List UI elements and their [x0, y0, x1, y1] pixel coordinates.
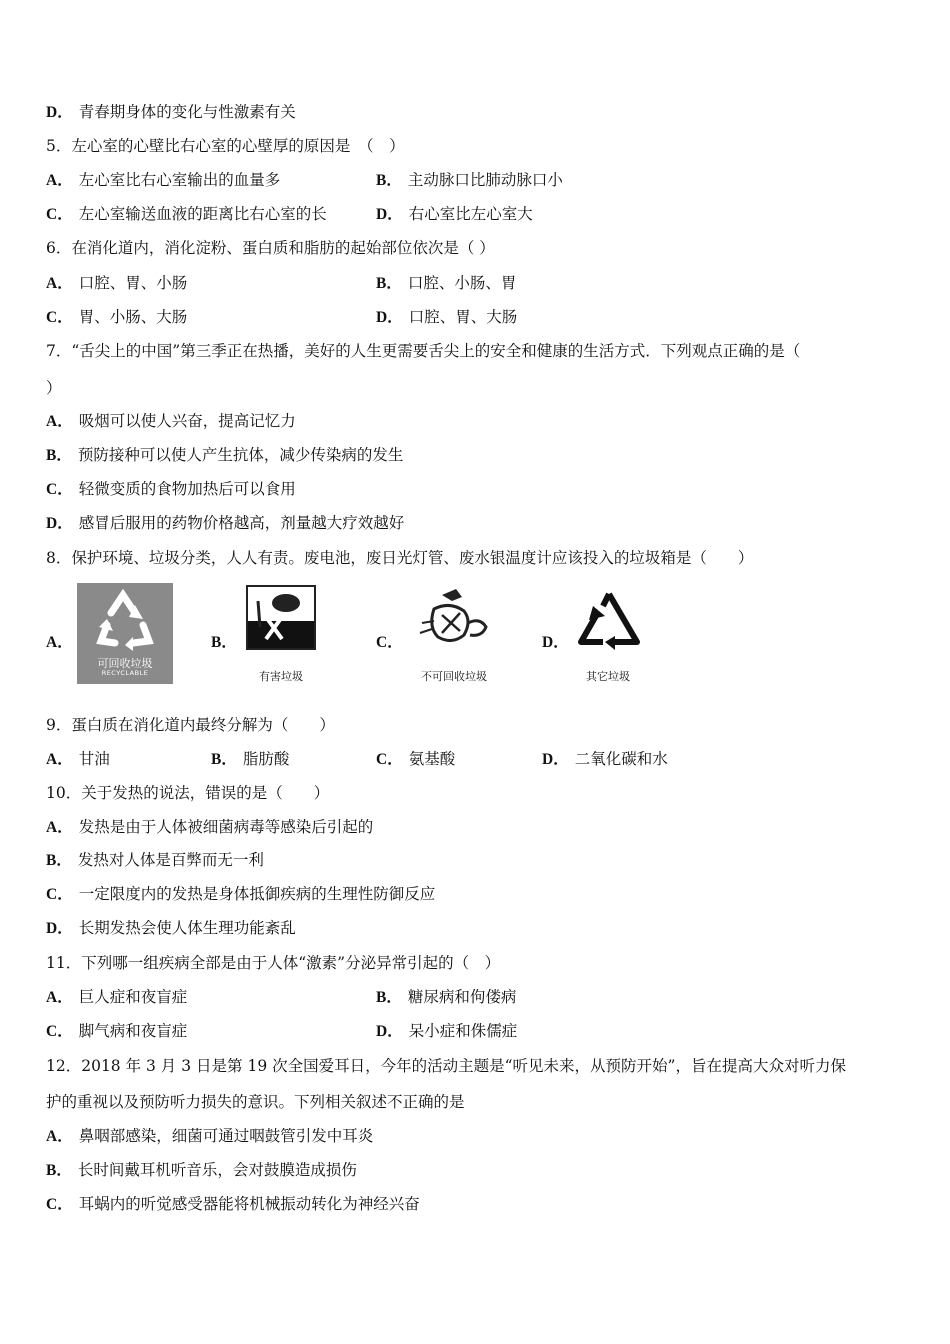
q8-option-c-label: C． [376, 634, 403, 651]
option-label: D． [376, 206, 403, 223]
hazardous-icon [248, 587, 314, 648]
other-waste-icon [575, 590, 643, 652]
option-label: C． [46, 309, 73, 326]
q7-option-d [46, 513, 404, 534]
option-text: 青春期身体的变化与性激素有关 [78, 103, 296, 121]
q10-option-b [46, 850, 264, 871]
option-label: A． [46, 413, 73, 430]
option-label: B． [376, 989, 402, 1006]
q9-option-a [46, 749, 110, 770]
option-text: 甘油 [78, 750, 110, 768]
q12-option-a [46, 1126, 373, 1147]
option-label: A． [46, 751, 73, 768]
option-text: 脚气病和夜盲症 [78, 1022, 188, 1040]
option-text: 预防接种可以使人产生抗体，减少传染病的发生 [77, 446, 404, 464]
q7-option-c [46, 479, 296, 500]
q9-option-b [211, 749, 289, 770]
option-label: C． [46, 1023, 73, 1040]
q8-option-b-label: B． [211, 634, 237, 651]
option-text: 氨基酸 [408, 750, 456, 768]
option-text: 长时间戴耳机听音乐，会对鼓膜造成损伤 [77, 1161, 357, 1179]
hazardous-bin-image [246, 585, 316, 650]
q10-option-d [46, 918, 296, 939]
option-label: D． [542, 751, 569, 768]
q6-option-c [46, 307, 187, 328]
q5-option-d [376, 204, 533, 225]
option-text: 呆小症和侏儒症 [408, 1022, 518, 1040]
option-label: A． [46, 989, 73, 1006]
option-label: A． [46, 172, 73, 189]
option-label: D． [46, 515, 73, 532]
option-label: D． [376, 1023, 403, 1040]
q6-option-a [46, 273, 187, 294]
q12-option-c [46, 1194, 420, 1215]
option-label: A． [46, 275, 73, 292]
option-text: 发热是由于人体被细菌病毒等感染后引起的 [78, 818, 374, 836]
option-text: 糖尿病和佝偻病 [407, 988, 517, 1006]
option-label: B． [376, 172, 402, 189]
option-text: 胃、小肠、大肠 [78, 308, 188, 326]
option-text: 左心室比右心室输出的血量多 [78, 171, 281, 189]
option-label: C． [376, 751, 403, 768]
q12-option-b [46, 1160, 357, 1181]
option-text: 主动脉口比肺动脉口小 [407, 171, 563, 189]
option-label: B． [46, 852, 72, 869]
option-label: B． [376, 275, 402, 292]
option-text: 巨人症和夜盲症 [78, 988, 188, 1006]
q8-stem: 8．保护环境、垃圾分类，人人有责。废电池，废日光灯管、废水银温度计应该投入的垃圾箱是（ ） [46, 549, 754, 567]
option-label: D． [376, 309, 403, 326]
non-recyclable-caption: 不可回收垃圾 [421, 670, 487, 683]
q12-stem-line2: 护的重视以及预防听力损失的意识。下列相关叙述不正确的是 [46, 1093, 465, 1111]
option-text: 发热对人体是百弊而无一利 [77, 851, 264, 869]
q7-option-a [46, 411, 296, 432]
q8-option-d-label: D． [542, 634, 569, 651]
option-text: 右心室比左心室大 [408, 205, 533, 223]
option-text: 脂肪酸 [242, 750, 290, 768]
q6-stem: 6．在消化道内，消化淀粉、蛋白质和脂肪的起始部位依次是（ ） [46, 239, 495, 257]
option-text: 二氧化碳和水 [574, 750, 668, 768]
option-text: 耳蜗内的听觉感受器能将机械振动转化为神经兴奋 [78, 1195, 420, 1213]
option-text: 口腔、胃、大肠 [408, 308, 518, 326]
recyclable-bin-image [77, 583, 173, 684]
option-label: D． [46, 920, 73, 937]
option-text: 左心室输送血液的距离比右心室的长 [78, 205, 327, 223]
option-label: B． [46, 1162, 72, 1179]
other-bin-image [575, 590, 643, 652]
option-label: A． [46, 1128, 73, 1145]
q5-stem: 5．左心室的心壁比右心室的心壁厚的原因是 （ ） [46, 137, 405, 155]
option-text: 吸烟可以使人兴奋，提高记忆力 [78, 412, 296, 430]
q9-option-d [542, 749, 668, 770]
q4-option-d [46, 102, 296, 123]
q10-stem: 10．关于发热的说法，错误的是（ ） [46, 784, 330, 802]
option-text: 一定限度内的发热是身体抵御疾病的生理性防御反应 [78, 885, 436, 903]
option-label: A． [46, 819, 73, 836]
option-text: 轻微变质的食物加热后可以食用 [78, 480, 296, 498]
q10-option-a [46, 817, 373, 838]
non-recyclable-bin-image [412, 587, 492, 657]
q7-stem-line2: ） [46, 379, 62, 397]
q5-option-a [46, 170, 280, 191]
q11-option-c [46, 1021, 187, 1042]
option-label: D． [46, 104, 73, 121]
q11-stem: 11．下列哪一组疾病全部是由于人体“激素”分泌异常引起的（ ） [46, 954, 501, 972]
option-label: C． [46, 886, 73, 903]
option-text: 感冒后服用的药物价格越高，剂量越大疗效越好 [78, 514, 405, 532]
recyclable-subcaption: RECYCLABLE [101, 669, 149, 677]
other-waste-caption: 其它垃圾 [586, 670, 630, 683]
q6-option-b [376, 273, 516, 294]
q11-option-d [376, 1021, 517, 1042]
q11-option-a [46, 987, 187, 1008]
option-label: C． [46, 206, 73, 223]
q8-option-a-label: A． [46, 634, 73, 651]
q12-stem-line1: 12．2018 年 3 月 3 日是第 19 次全国爱耳日，今年的活动主题是“听见未来，从预防开始”，旨在提高大众对听力保 [46, 1057, 846, 1075]
q9-stem: 9．蛋白质在消化道内最终分解为（ ） [46, 716, 335, 734]
q5-option-c [46, 204, 327, 225]
q9-option-c [376, 749, 455, 770]
option-label: B． [46, 447, 72, 464]
option-text: 口腔、胃、小肠 [78, 274, 188, 292]
q6-option-d [376, 307, 517, 328]
recyclable-caption: 可回收垃圾 [97, 657, 153, 670]
q10-option-c [46, 884, 435, 905]
option-text: 长期发热会使人体生理功能紊乱 [78, 919, 296, 937]
q5-option-b [376, 170, 563, 191]
option-label: C． [46, 1196, 73, 1213]
option-label: C． [46, 481, 73, 498]
option-text: 口腔、小肠、胃 [407, 274, 517, 292]
non-recyclable-icon [412, 587, 492, 657]
option-text: 鼻咽部感染，细菌可通过咽鼓管引发中耳炎 [78, 1127, 374, 1145]
option-label: B． [211, 751, 237, 768]
q11-option-b [376, 987, 516, 1008]
hazardous-caption: 有害垃圾 [259, 670, 303, 683]
q7-option-b [46, 445, 403, 466]
q7-stem-line1: 7．“舌尖上的中国”第三季正在热播，美好的人生更需要舌尖上的安全和健康的生活方式．下列观点正确的是（ [46, 342, 801, 360]
